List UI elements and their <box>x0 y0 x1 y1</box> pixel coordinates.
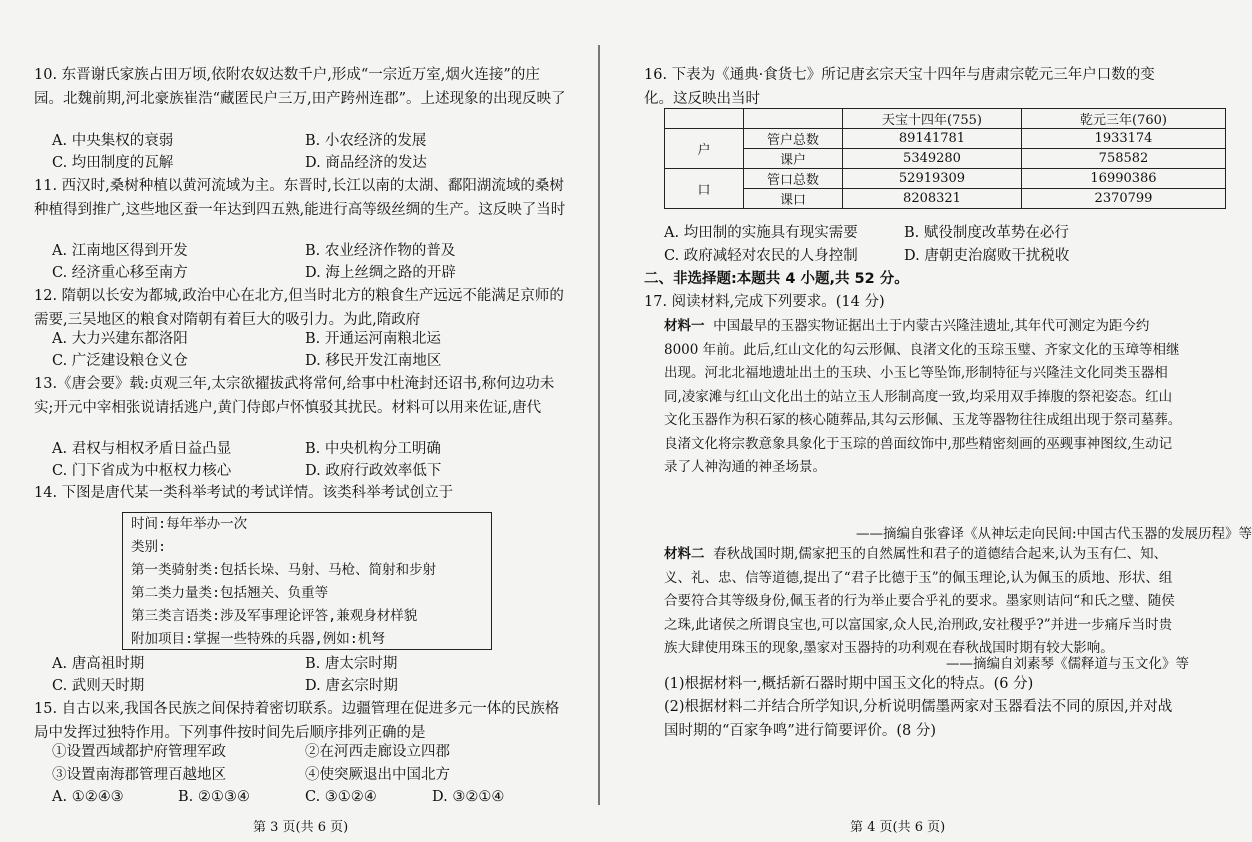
population-table <box>664 108 1226 209</box>
q10-option-d[interactable]: D. 商品经济的发达 <box>305 155 427 171</box>
box-line: 第二类力量类:包括翘关、负重等 <box>131 585 329 601</box>
q11-option-b[interactable]: B. 农业经济作物的普及 <box>305 243 456 259</box>
table-header-row <box>665 109 1226 129</box>
material-one-source: ——摘编自张睿译《从神坛走向民间:中国古代玉器的发展历程》等 <box>856 526 1252 542</box>
cell: 1933174 <box>1022 129 1226 149</box>
material-two-source: ——摘编自刘素琴《儒释道与玉文化》等 <box>946 656 1189 672</box>
material-two <box>664 543 1182 661</box>
q15-event-3: ③设置南海郡管理百越地区 <box>52 767 226 783</box>
q15-event-4: ④使突厥退出中国北方 <box>305 767 450 783</box>
q13-option-c[interactable]: C. 门下省成为中枢权力核心 <box>52 463 232 479</box>
cell: 52919309 <box>843 169 1022 189</box>
col-header-760: 乾元三年(760) <box>1022 109 1226 129</box>
q10-option-a[interactable]: A. 中央集权的衰弱 <box>52 133 174 149</box>
requirement-2: (2)根据材料二并结合所学知识,分析说明儒墨两家对玉器看法不同的原因,并对战国时期的“百家争鸣”进行简要评价。(8 分) <box>664 699 1173 739</box>
box-line: 类别: <box>131 539 167 555</box>
page-divider <box>598 45 600 805</box>
question-16-stem: 16. 下表为《通典·食货七》所记唐玄宗天宝十四年与唐肃宗乾元三年户口数的变化。这反映出当时 <box>644 67 1155 107</box>
q16-option-d[interactable]: D. 唐朝吏治腐败干扰税收 <box>904 248 1070 264</box>
page-number-right: 第 4 页(共 6 页) <box>850 820 946 835</box>
row-label: 管户总数 <box>744 129 843 149</box>
requirement-1: (1)根据材料一,概括新石器时期中国玉文化的特点。(6 分) <box>664 676 1034 692</box>
q16-option-b[interactable]: B. 赋役制度改革势在必行 <box>904 225 1069 241</box>
q12-option-b[interactable]: B. 开通运河南粮北运 <box>305 331 441 347</box>
q14-option-b[interactable]: B. 唐太宗时期 <box>305 656 398 672</box>
q15-option-c[interactable]: C. ③①②④ <box>305 789 377 805</box>
row-label: 管口总数 <box>744 169 843 189</box>
page-number-left: 第 3 页(共 6 页) <box>253 820 349 835</box>
table-row <box>665 129 1226 149</box>
left-page <box>0 0 598 842</box>
cell: 2370799 <box>1022 189 1226 209</box>
box-line: 第三类言语类:涉及军事理论评答,兼观身材样貌 <box>131 608 418 624</box>
q14-option-a[interactable]: A. 唐高祖时期 <box>52 656 145 672</box>
table-corner <box>744 109 843 129</box>
row-label: 课口 <box>744 189 843 209</box>
q15-event-2: ②在河西走廊设立四郡 <box>305 744 450 760</box>
q16-option-a[interactable]: A. 均田制的实施具有现实需要 <box>664 225 858 241</box>
table-corner <box>665 109 744 129</box>
q12-option-c[interactable]: C. 广泛建设粮仓义仓 <box>52 353 188 369</box>
question-14-stem: 14. 下图是唐代某一类科举考试的考试详情。该类科举考试创立于 <box>34 485 454 501</box>
material-two-text: 春秋战国时期,儒家把玉的自然属性和君子的道德结合起来,认为玉有仁、知、义、礼、忠、信等道德,提出了“君子比德于玉”的佩玉理论,认为佩玉的质地、形状、组合要符合其等级身份,佩玉者的行为举止要合乎礼的要求。墨家则诘问“和氏之璧、随侯之珠,此诸侯之所谓良宝也,可以富国家,众人民,治刑政,安社稷乎?”并进一步痛斥当时贵族大肆使用珠玉的现象,墨家对玉器持的功利观在春秋战国时期有较大影响。 <box>664 546 1175 656</box>
box-line: 附加项目:掌握一些特殊的兵器,例如:机弩 <box>131 631 385 647</box>
group-label-kou: 口 <box>665 169 744 209</box>
section-two-heading: 二、非选择题:本题共 4 小题,共 52 分。 <box>644 271 909 287</box>
q13-option-a[interactable]: A. 君权与相权矛盾日益凸显 <box>52 441 232 457</box>
question-12-stem: 12. 隋朝以长安为都城,政治中心在北方,但当时北方的粮食生产远远不能满足京师的需要,三吴地区的粮食对隋朝有着巨大的吸引力。为此,隋政府 <box>34 288 564 328</box>
q15-option-a[interactable]: A. ①②④③ <box>52 789 124 805</box>
question-10-stem: 10. 东晋谢氏家族占田万顷,依附农奴达数千户,形成“一宗近万室,烟火连接”的庄园。北魏前期,河北豪族崔浩“藏匿民户三万,田产跨州连郡”。上述现象的出现反映了 <box>34 67 566 107</box>
q14-option-d[interactable]: D. 唐玄宗时期 <box>305 678 398 694</box>
q11-option-a[interactable]: A. 江南地区得到开发 <box>52 243 188 259</box>
table-row <box>665 189 1226 209</box>
q15-event-1: ①设置西域都护府管理军政 <box>52 744 226 760</box>
q14-option-c[interactable]: C. 武则天时期 <box>52 678 145 694</box>
q15-option-d[interactable]: D. ③②①④ <box>432 789 505 805</box>
table-row <box>665 149 1226 169</box>
col-header-755: 天宝十四年(755) <box>843 109 1022 129</box>
material-one-label: 材料一 <box>664 318 705 334</box>
q13-option-b[interactable]: B. 中央机构分工明确 <box>305 441 441 457</box>
cell: 89141781 <box>843 129 1022 149</box>
cell: 16990386 <box>1022 169 1226 189</box>
row-label: 课户 <box>744 149 843 169</box>
q11-option-c[interactable]: C. 经济重心移至南方 <box>52 265 188 281</box>
question-15-stem: 15. 自古以来,我国各民族之间保持着密切联系。边疆管理在促进多元一体的民族格局中发挥过独特作用。下列事件按时间先后顺序排列正确的是 <box>34 701 560 741</box>
cell: 8208321 <box>843 189 1022 209</box>
material-two-label: 材料二 <box>664 546 705 562</box>
q10-option-c[interactable]: C. 均田制度的瓦解 <box>52 155 174 171</box>
q15-option-b[interactable]: B. ②①③④ <box>178 789 250 805</box>
right-page <box>606 0 1252 842</box>
question-11-stem: 11. 西汉时,桑树种植以黄河流域为主。东晋时,长江以南的太湖、鄱阳湖流域的桑树种植得到推广,这些地区蚕一年达到四五熟,能进行高等级丝绸的生产。这反映了当时 <box>34 178 566 218</box>
box-line: 时间:每年举办一次 <box>131 516 248 532</box>
question-17-stem: 17. 阅读材料,完成下列要求。(14 分) <box>644 294 885 310</box>
q12-option-d[interactable]: D. 移民开发江南地区 <box>305 353 442 369</box>
q16-option-c[interactable]: C. 政府减轻对农民的人身控制 <box>664 248 858 264</box>
material-one-text: 中国最早的玉器实物证据出土于内蒙古兴隆洼遗址,其年代可测定为距今约 8000 年前。此后,红山文化的勾云形佩、良渚文化的玉琮玉璧、齐家文化的玉璋等相继出现。河北北福地遗址出土的玉玦、小玉匕等坠饰,形制特征与兴隆洼文化同类玉器相同,凌家滩与红山文化出土的站立玉人形制高度一致,均采用双手捧腹的祭祀姿态。红山文化玉器作为积石冢的核心随葬品,其勾云形佩、玉龙等器物往往成组出现于祭司墓葬。良渚文化将宗教意象具象化于玉琮的兽面纹饰中,那些精密刻画的巫觋事神图纹,生动记录了人神沟通的神圣场景。 <box>664 318 1182 475</box>
material-one <box>664 315 1182 480</box>
q10-option-b[interactable]: B. 小农经济的发展 <box>305 133 427 149</box>
table-row <box>665 169 1226 189</box>
exam-details-box <box>122 512 492 650</box>
group-label-hu: 户 <box>665 129 744 169</box>
cell: 758582 <box>1022 149 1226 169</box>
box-line: 第一类骑射类:包括长垛、马射、马枪、简射和步射 <box>131 562 437 578</box>
q12-option-a[interactable]: A. 大力兴建东都洛阳 <box>52 331 188 347</box>
q13-option-d[interactable]: D. 政府行政效率低下 <box>305 463 442 479</box>
question-13-stem: 13.《唐会要》载:贞观三年,太宗欲擢拔武将常何,给事中杜淹封还诏书,称何边功未实;开元中宰相张说请括逃户,黄门侍郎卢怀慎驳其扰民。材料可以用来佐证,唐代 <box>34 376 555 416</box>
q11-option-d[interactable]: D. 海上丝绸之路的开辟 <box>305 265 456 281</box>
cell: 5349280 <box>843 149 1022 169</box>
